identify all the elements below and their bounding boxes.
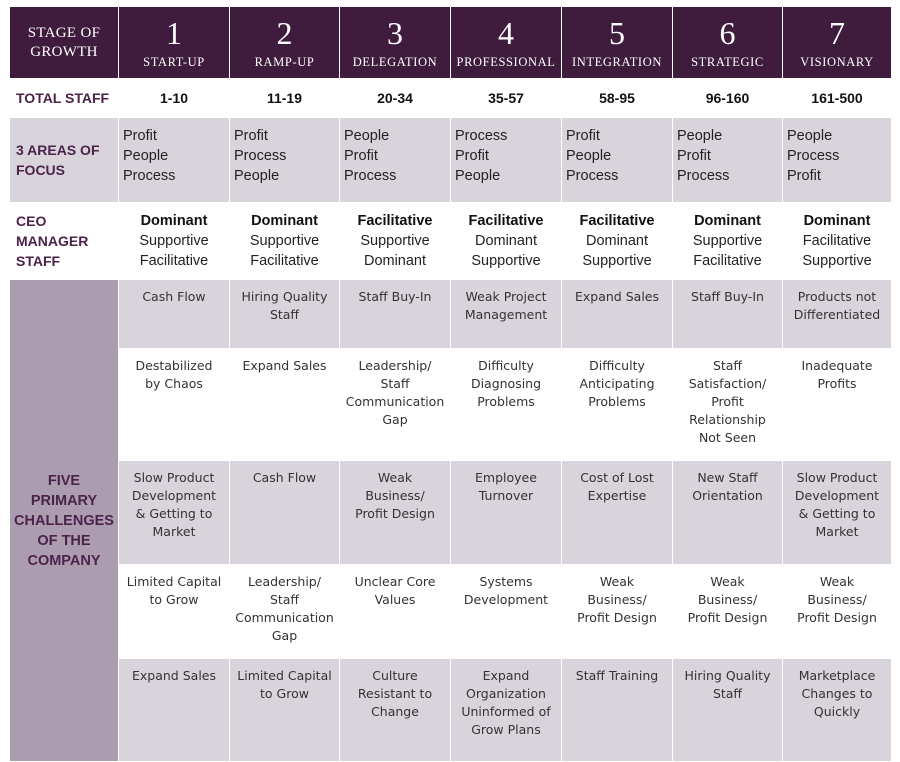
manager-style: Dominant xyxy=(585,233,649,249)
ceo-style: Dominant xyxy=(140,213,208,229)
challenge-text: Inadequate xyxy=(801,358,873,373)
challenge-text: Business/ xyxy=(587,592,647,607)
challenge-cell xyxy=(673,461,783,565)
focus-item: Profit xyxy=(787,168,821,184)
ceo-manager-staff-row xyxy=(10,203,892,280)
focus-item: People xyxy=(566,148,612,164)
staff-style: Facilitative xyxy=(693,253,762,269)
challenges-label-line: COMPANY xyxy=(27,552,101,569)
staff-range: 161-500 xyxy=(783,79,892,118)
stage-name: START-UP xyxy=(143,55,205,69)
challenge-cell xyxy=(340,461,451,565)
challenges-label-line: CHALLENGES xyxy=(14,512,114,529)
challenge-text: Staff xyxy=(269,307,300,322)
challenge-cell xyxy=(230,461,340,565)
challenge-cell xyxy=(783,461,892,565)
challenge-row-1 xyxy=(10,280,892,349)
challenge-cell xyxy=(783,659,892,762)
challenge-text: Slow Product xyxy=(133,470,215,485)
challenge-text: Grow Plans xyxy=(471,722,541,737)
challenge-text: Business/ xyxy=(365,488,425,503)
focus-cell xyxy=(451,118,562,203)
challenge-cell xyxy=(451,659,562,762)
challenge-cell xyxy=(119,565,230,659)
challenge-text: Staff Buy-In xyxy=(358,289,432,304)
staff-range: 1-10 xyxy=(119,79,230,118)
challenge-row-3 xyxy=(10,461,892,565)
stage-header xyxy=(783,7,892,79)
challenge-text: Business/ xyxy=(807,592,867,607)
ceo-label-line: CEO xyxy=(16,213,47,229)
challenge-text: Orientation xyxy=(692,488,763,503)
staff-range: 20-34 xyxy=(340,79,451,118)
stage-of-growth-title xyxy=(10,7,119,79)
challenge-text: Expertise xyxy=(587,488,647,503)
staff-style: Facilitative xyxy=(250,253,319,269)
challenge-cell xyxy=(340,565,451,659)
challenge-cell xyxy=(119,349,230,461)
challenge-cell xyxy=(562,565,673,659)
challenge-text: Staff Training xyxy=(575,668,659,683)
challenge-text: Organization xyxy=(466,686,546,701)
challenge-text: Destabilized xyxy=(135,358,213,373)
challenges-label-line: OF THE xyxy=(37,532,91,549)
challenge-cell xyxy=(673,659,783,762)
challenge-text: Cost of Lost xyxy=(580,470,654,485)
staff-range: 11-19 xyxy=(230,79,340,118)
focus-item: Process xyxy=(455,128,508,144)
challenge-cell xyxy=(230,349,340,461)
challenge-text: Weak xyxy=(599,574,635,589)
challenge-cell xyxy=(230,280,340,349)
challenge-text: Market xyxy=(815,524,859,539)
challenge-text: Cash Flow xyxy=(142,289,206,304)
challenge-text: Staff xyxy=(712,686,743,701)
challenges-label xyxy=(10,280,119,762)
staff-range: 96-160 xyxy=(673,79,783,118)
challenge-text: Satisfaction/ xyxy=(688,376,767,391)
challenge-text: Development xyxy=(794,488,880,503)
focus-cell xyxy=(673,118,783,203)
manager-style: Supportive xyxy=(139,233,209,249)
header-row xyxy=(10,7,892,79)
challenges-label-line: PRIMARY xyxy=(30,492,98,509)
staff-range: 35-57 xyxy=(451,79,562,118)
style-cell xyxy=(119,203,230,280)
challenge-text: Marketplace xyxy=(798,668,876,683)
challenge-text: Expand Sales xyxy=(132,668,216,683)
challenge-text: Profit Design xyxy=(577,610,657,625)
challenge-text: Market xyxy=(152,524,196,539)
focus-item: Profit xyxy=(566,128,600,144)
focus-item: Process xyxy=(234,148,287,164)
focus-item: People xyxy=(455,168,501,184)
challenge-cell xyxy=(673,565,783,659)
stage-number: 6 xyxy=(719,15,736,51)
focus-item: Process xyxy=(344,168,397,184)
stage-number: 3 xyxy=(387,15,403,51)
challenge-text: New Staff xyxy=(697,470,758,485)
focus-item: People xyxy=(234,168,280,184)
challenge-text: Difficulty xyxy=(478,358,534,373)
stage-number: 7 xyxy=(829,15,845,51)
title-line: GROWTH xyxy=(30,43,98,60)
challenge-text: Relationship xyxy=(689,412,766,427)
challenge-text: Expand Sales xyxy=(242,358,327,373)
challenge-text: Gap xyxy=(271,628,298,643)
manager-style: Supportive xyxy=(249,233,320,249)
focus-item: People xyxy=(123,148,169,164)
challenge-text: Diagnosing xyxy=(470,376,542,391)
challenge-text: Not Seen xyxy=(698,430,757,445)
challenge-text: Values xyxy=(374,592,416,607)
challenge-text: Staff xyxy=(712,358,743,373)
ceo-style: Dominant xyxy=(803,213,871,229)
focus-cell xyxy=(783,118,892,203)
challenge-cell xyxy=(783,565,892,659)
challenge-text: Resistant to xyxy=(357,686,433,701)
title-line: STAGE OF xyxy=(27,24,101,41)
challenge-cell xyxy=(562,280,673,349)
challenge-text: Uninformed of xyxy=(461,704,551,719)
challenge-text: Development xyxy=(131,488,217,503)
challenge-cell xyxy=(451,565,562,659)
challenge-text: Business/ xyxy=(697,592,758,607)
manager-style: Supportive xyxy=(692,233,763,249)
focus-label-line: 3 AREAS OF xyxy=(16,142,100,158)
stage-number: 5 xyxy=(609,15,625,51)
manager-style: Facilitative xyxy=(802,233,872,249)
staff-style: Supportive xyxy=(582,253,652,269)
challenge-cell xyxy=(673,280,783,349)
challenge-text: Hiring Quality xyxy=(241,289,328,304)
challenge-text: Unclear Core xyxy=(354,574,436,589)
stage-name: STRATEGIC xyxy=(691,55,764,69)
challenge-cell xyxy=(451,461,562,565)
style-cell xyxy=(783,203,892,280)
challenge-text: Profit Design xyxy=(355,506,435,521)
staff-style: Supportive xyxy=(471,253,541,269)
focus-cell xyxy=(230,118,340,203)
focus-label-line: FOCUS xyxy=(16,162,65,178)
style-cell xyxy=(230,203,340,280)
staff-range: 58-95 xyxy=(562,79,673,118)
challenge-text: Expand Sales xyxy=(575,289,659,304)
challenge-cell xyxy=(673,349,783,461)
challenge-cell xyxy=(340,659,451,762)
challenge-text: Weak xyxy=(377,470,413,485)
challenge-text: to Grow xyxy=(260,686,309,701)
total-staff-label: TOTAL STAFF xyxy=(10,79,119,118)
challenge-text: Communication xyxy=(345,394,445,409)
challenge-text: Staff xyxy=(269,592,300,607)
style-cell xyxy=(340,203,451,280)
challenge-text: Change xyxy=(371,704,419,719)
challenge-row-2 xyxy=(10,349,892,461)
focus-label xyxy=(10,118,119,203)
challenge-cell xyxy=(562,349,673,461)
challenge-cell xyxy=(119,461,230,565)
style-cell xyxy=(451,203,562,280)
challenge-cell xyxy=(230,565,340,659)
stage-name: INTEGRATION xyxy=(572,55,662,69)
stage-name: VISIONARY xyxy=(800,55,874,69)
focus-item: Process xyxy=(677,168,730,184)
stage-header xyxy=(340,7,451,79)
challenge-text: Development xyxy=(463,592,549,607)
challenge-text: by Chaos xyxy=(145,376,203,391)
ceo-style: Dominant xyxy=(251,213,318,229)
challenge-cell xyxy=(451,349,562,461)
focus-item: Profit xyxy=(455,148,489,164)
ceo-style: Facilitative xyxy=(579,213,655,229)
challenge-text: Weak Project xyxy=(465,289,547,304)
challenge-row-4 xyxy=(10,565,892,659)
challenge-text: Limited Capital xyxy=(237,668,332,683)
focus-item: Profit xyxy=(344,148,378,164)
focus-item: Profit xyxy=(677,148,711,164)
challenge-cell xyxy=(451,280,562,349)
focus-row xyxy=(10,118,892,203)
staff-style: Facilitative xyxy=(139,253,209,269)
challenge-row-5 xyxy=(10,659,892,762)
total-staff-row xyxy=(10,79,892,118)
challenge-text: Staff Buy-In xyxy=(691,289,764,304)
manager-style: Dominant xyxy=(474,233,538,249)
stage-header xyxy=(673,7,783,79)
ceo-style: Dominant xyxy=(694,213,761,229)
challenge-text: Differentiated xyxy=(793,307,881,322)
stage-header xyxy=(119,7,230,79)
ceo-style: Facilitative xyxy=(468,213,544,229)
challenge-text: Problems xyxy=(588,394,646,409)
ceo-style: Facilitative xyxy=(357,213,433,229)
focus-item: Process xyxy=(787,148,840,164)
challenge-text: Slow Product xyxy=(796,470,878,485)
focus-item: Process xyxy=(123,168,176,184)
challenge-text: Management xyxy=(464,307,548,322)
challenge-text: Quickly xyxy=(813,704,861,719)
stage-number: 2 xyxy=(276,15,293,51)
challenge-text: Systems xyxy=(479,574,533,589)
challenge-text: to Grow xyxy=(149,592,199,607)
ceo-label-line: MANAGER xyxy=(16,233,89,249)
challenge-text: Profit Design xyxy=(687,610,768,625)
challenge-text: Communication xyxy=(235,610,334,625)
challenge-text: Limited Capital xyxy=(126,574,222,589)
challenge-cell xyxy=(340,349,451,461)
challenge-text: Leadership/ xyxy=(358,358,432,373)
ceo-label xyxy=(10,203,119,280)
stage-name: RAMP-UP xyxy=(254,55,315,69)
stage-name: PROFESSIONAL xyxy=(456,55,556,69)
ceo-label-line: STAFF xyxy=(16,253,61,269)
challenge-text: Leadership/ xyxy=(248,574,321,589)
manager-style: Supportive xyxy=(360,233,430,249)
challenge-text: Turnover xyxy=(478,488,534,503)
focus-item: People xyxy=(787,128,833,144)
stage-name: DELEGATION xyxy=(352,55,438,69)
focus-item: People xyxy=(344,128,390,144)
stage-number: 1 xyxy=(166,15,182,51)
challenge-cell xyxy=(119,659,230,762)
staff-style: Dominant xyxy=(363,253,427,269)
challenges-label-line: FIVE xyxy=(47,472,81,489)
challenge-text: Staff xyxy=(380,376,410,391)
challenge-text: Anticipating xyxy=(579,376,655,391)
focus-cell xyxy=(340,118,451,203)
challenge-text: & Getting to xyxy=(798,506,876,521)
stage-header xyxy=(562,7,673,79)
focus-item: Process xyxy=(566,168,619,184)
focus-item: People xyxy=(677,128,723,144)
challenge-cell xyxy=(783,280,892,349)
challenge-text: Cash Flow xyxy=(252,470,317,485)
challenge-cell xyxy=(562,461,673,565)
challenge-cell xyxy=(340,280,451,349)
growth-stages-table xyxy=(9,6,892,762)
staff-style: Supportive xyxy=(802,253,872,269)
challenge-cell xyxy=(783,349,892,461)
challenge-text: Profit Design xyxy=(797,610,877,625)
focus-item: Profit xyxy=(234,128,268,144)
challenge-text: Profit xyxy=(711,394,744,409)
challenge-text: Hiring Quality xyxy=(684,668,771,683)
focus-cell xyxy=(562,118,673,203)
challenge-text: Profits xyxy=(817,376,857,391)
challenge-text: & Getting to xyxy=(135,506,213,521)
challenge-text: Weak xyxy=(710,574,745,589)
challenge-text: Weak xyxy=(819,574,855,589)
challenge-text: Gap xyxy=(382,412,408,427)
challenge-text: Changes to xyxy=(801,686,873,701)
challenge-text: Employee xyxy=(475,470,537,485)
challenge-cell xyxy=(562,659,673,762)
challenge-text: Difficulty xyxy=(589,358,645,373)
challenge-text: Expand xyxy=(482,668,530,683)
stage-header xyxy=(230,7,340,79)
challenge-cell xyxy=(119,280,230,349)
stage-header xyxy=(451,7,562,79)
style-cell xyxy=(673,203,783,280)
challenge-cell xyxy=(230,659,340,762)
challenge-text: Products not xyxy=(797,289,877,304)
focus-cell xyxy=(119,118,230,203)
challenge-text: Problems xyxy=(477,394,535,409)
focus-item: Profit xyxy=(123,128,157,144)
challenge-text: Culture xyxy=(372,668,418,683)
stage-number: 4 xyxy=(498,15,514,51)
style-cell xyxy=(562,203,673,280)
